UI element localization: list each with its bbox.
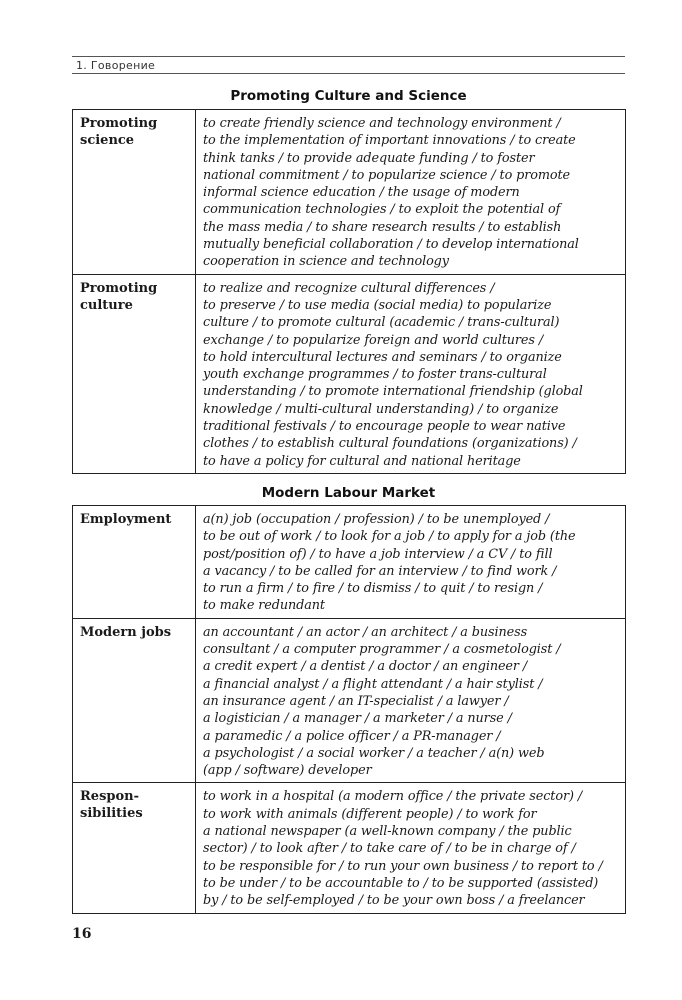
row-label: Respon- sibilities — [73, 783, 196, 913]
page-number: 16 — [72, 926, 92, 942]
table-row — [73, 783, 626, 913]
row-label: Promoting culture — [73, 274, 196, 473]
row-label: Modern jobs — [73, 618, 196, 783]
row-content: to work in a hospital (a modern office / the private sector) / to work with animals (different people) / to work for a national newspaper (a well-known company / the public sector) / to look after / to take care of / to be in charge of / to be responsible for / to run your own business / to report to / to be under / to be accountable to / to be supported (assisted) by / to be self-employed / to be your own boss / a freelancer — [196, 783, 626, 913]
row-content: to realize and recognize cultural differences / to preserve / to use media (social media) to popularize culture / to promote cultural (academic / trans-cultural) exchange / to popularize foreign and world cultures / to hold intercultural lectures and seminars / to organize youth exchange programmes / to foster trans-cultural understanding / to promote international friendship (global knowledge / multi-cultural understanding) / to organize traditional festivals / to encourage people to wear native clothes / to establish cultural foundations (organizations) / to have a policy for cultural and national heritage — [196, 274, 626, 473]
row-label: Employment — [73, 506, 196, 619]
running-header — [72, 56, 625, 74]
chapter-title: 1. Говорение — [76, 59, 156, 72]
table-row — [73, 618, 626, 783]
row-content: to create friendly science and technology environment / to the implementation of important innovations / to create think tanks / to provide adequate funding / to foster national commitment / to popularize science / to promote informal science education / the usage of modern communication technologies / to exploit the potential of the mass media / to share research results / to establish mutually beneficial collaboration / to develop international cooperation in science and technology — [196, 110, 626, 275]
row-content: an accountant / an actor / an architect / a business consultant / a computer programmer / a cosmetologist / a credit expert / a dentist / a doctor / an engineer / a financial analyst / a flight attendant / a hair stylist / an insurance agent / an IT-specialist / a lawyer / a logistician / a manager / a marketer / a nurse / a paramedic / a police officer / a PR-manager / a psychologist / a social worker / a teacher / a(n) web (app / software) developer — [196, 618, 626, 783]
table-culture-science — [72, 109, 626, 474]
table-row — [73, 110, 626, 275]
table-row — [73, 506, 626, 619]
section-title-culture-science: Promoting Culture and Science — [230, 88, 467, 104]
row-label: Promoting science — [73, 110, 196, 275]
row-content: a(n) job (occupation / profession) / to be unemployed / to be out of work / to look for a job / to apply for a job (the post/position of) / to have a job interview / a CV / to fill a vacancy / to be called for an interview / to find work / to run a firm / to fire / to dismiss / to quit / to resign / to make redundant — [196, 506, 626, 619]
table-labour-market — [72, 505, 626, 914]
section-title-labour-market: Modern Labour Market — [261, 485, 436, 501]
table-row — [73, 274, 626, 473]
